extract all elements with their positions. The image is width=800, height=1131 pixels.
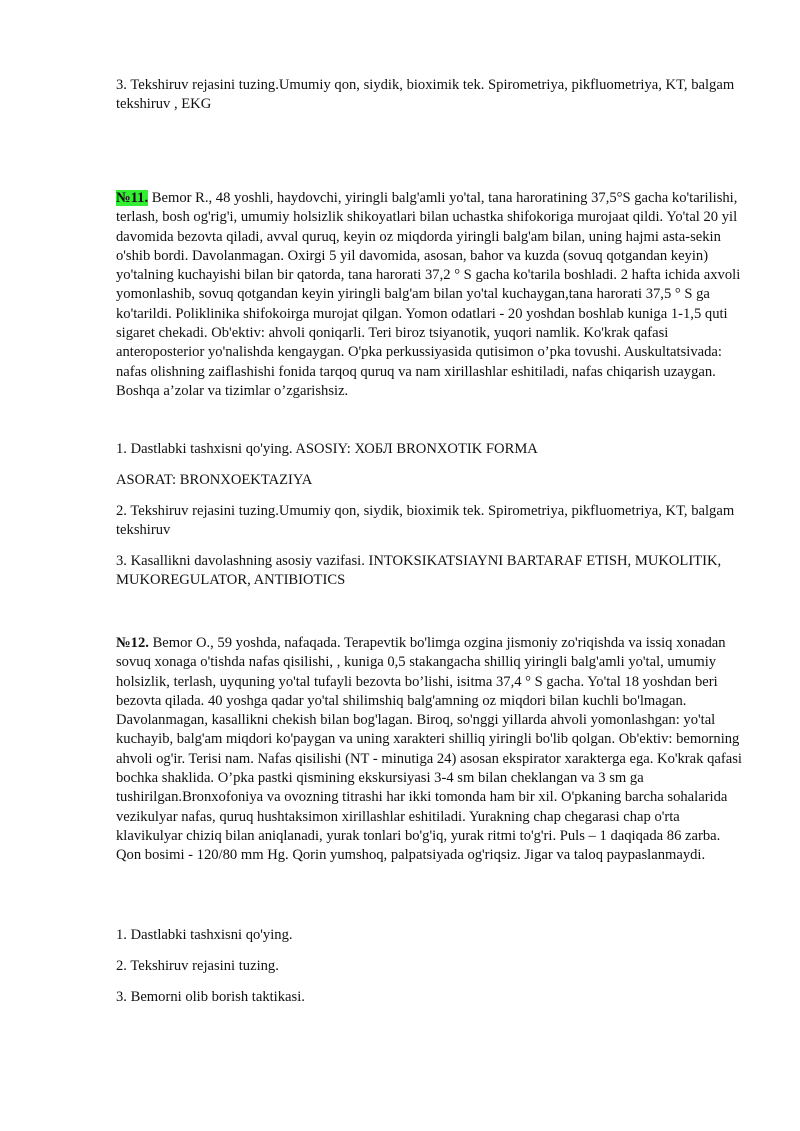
case-12-question-1: 1. Dastlabki tashxisni qo'ying.	[116, 927, 293, 943]
case-11-number: №11.	[116, 190, 149, 206]
case-11-complication: ASORAT: BRONXOEKTAZIYA	[116, 472, 313, 488]
case-11-text: Bemor R., 48 yoshli, haydovchi, yiringli balg'amli yo'tal, tana haroratining 37,5°S gacha ko'tarilishi, terlash, bosh og'rig'i, umumiy holsizlik shikoyatlari bilan uchastka shifokoriga murojaat qildi. Yo'tal 20 yil davomida bezovta qiladi, avval quruq, keyin oz miqdorda yiringli balg'am bilan, uning hajmi asta-sekin o'shib bordi. Davolanmagan. Oxirgi 5 yil davomida, asosan, bahor va kuzda (sovuq qotgandan keyin) yo'talning kuchayishi bilan bir qatorda, tana harorati 37,2 ° S gacha ko'tarila boshladi. 2 hafta ichida axvoli yomonlashib, sovuq qotgandan keyin yiringli balg'am bilan yo'tal kuchaygan,tana harorati 37,5 ° S ga ko'tarildi. Poliklinika shifokoirga murojat qilgan. Yomon odatlari - 20 yoshdan boshlab kuniga 1-1,5 quti sigaret chekadi. Ob'ektiv: ahvoli qoniqarli. Teri biroz tsiyanotik, yuqori namlik. Ko'krak qafasi anteroposterior yo'nalishda kengaygan. O'pka perkussiyasida qutisimon o’pka tovushi. Auskultatsivada: nafas olishning zaiflashishi fonida tarqoq quruq va nam xirillashlar eshitiladi, nafas chiqarish uzaygan. Boshqa a’zolar va tizimlar o’zgarishsiz.	[116, 190, 741, 399]
prev-case-plan-line: 3. Tekshiruv rejasini tuzing.Umumiy qon, siydik, bioximik tek. Spirometriya, pikfluometriya, KT, balgam tekshiruv , EKG	[116, 77, 735, 113]
case-12-question-3: 3. Bemorni olib borish taktikasi.	[116, 989, 305, 1005]
case-11-description	[116, 189, 746, 401]
case-12-number: №12.	[116, 635, 149, 651]
case-11-question-3: 3. Kasallikni davolashning asosiy vazifasi. INTOKSIKATSIAYNI BARTARAF ETISH, MUKOLITIK, MUKOREGULATOR, ANTIBIOTICS	[116, 553, 722, 589]
case-12-text: Bemor O., 59 yoshda, nafaqada. Terapevtik bo'limga ozgina jismoniy zo'riqishda va issiq xonadan sovuq xonaga o'tishda nafas qisilishi, , kuniga 0,5 stakangacha shilliq yiringli balg'amli yo'tal, umumiy holsizlik, terlash, uyquning yo'tal tufayli bezovta bo’lishi, isitma 37,4 ° S gacha. Yo'tal 18 yoshdan beri bezovta qilada. 40 yoshga qadar yo'tal shilimshiq balg'amning oz miqdori bilan kuchli bo'lmagan. Davolanmagan, kasallikni chekish bilan bog'lagan. Biroq, so'nggi yillarda ahvoli yomonlashgan: yo'tal kuchayib, balg'am miqdori ko'paygan va uning xarakteri shilliq yiringli bo'lib qolgan. Ob'ektiv: bemorning ahvoli og'ir. Terisi nam. Nafas qisilishi (NT - minutiga 24) asosan ekspirator xarakterga ega. Ko'krak qafasi bochka shaklida. O’pka pastki qismining ekskursiyasi 3-4 sm bilan cheklangan va 3 sm ga tushirilgan.Bronxofoniya va ovozning titrashi har ikki tomonda ham bir xil. O'pkaning barcha sohalarida vezikulyar nafas, quruq hushtaksimon xirillashlar eshitiladi. Yurakning chap chegarasi chap o'rta klavikulyar chiziq bilan aniqlanadi, yurak tonlari bo'g'iq, yurak ritmi to'g'ri. Puls – 1 daqiqada 86 zarba. Qon bosimi - 120/80 mm Hg. Qorin yumshoq, palpatsiyada og'riqsiz. Jigar va taloq paypaslanmaydi.	[116, 635, 742, 864]
case-12-description	[116, 634, 746, 866]
case-11-question-1: 1. Dastlabki tashxisni qo'ying. ASOSIY: ХОБЛ BRONXOTIK FORMA	[116, 441, 538, 457]
case-11-question-2: 2. Tekshiruv rejasini tuzing.Umumiy qon, siydik, bioximik tek. Spirometriya, pikfluometriya, KT, balgam tekshiruv	[116, 503, 735, 539]
case-12-question-2: 2. Tekshiruv rejasini tuzing.	[116, 958, 279, 974]
